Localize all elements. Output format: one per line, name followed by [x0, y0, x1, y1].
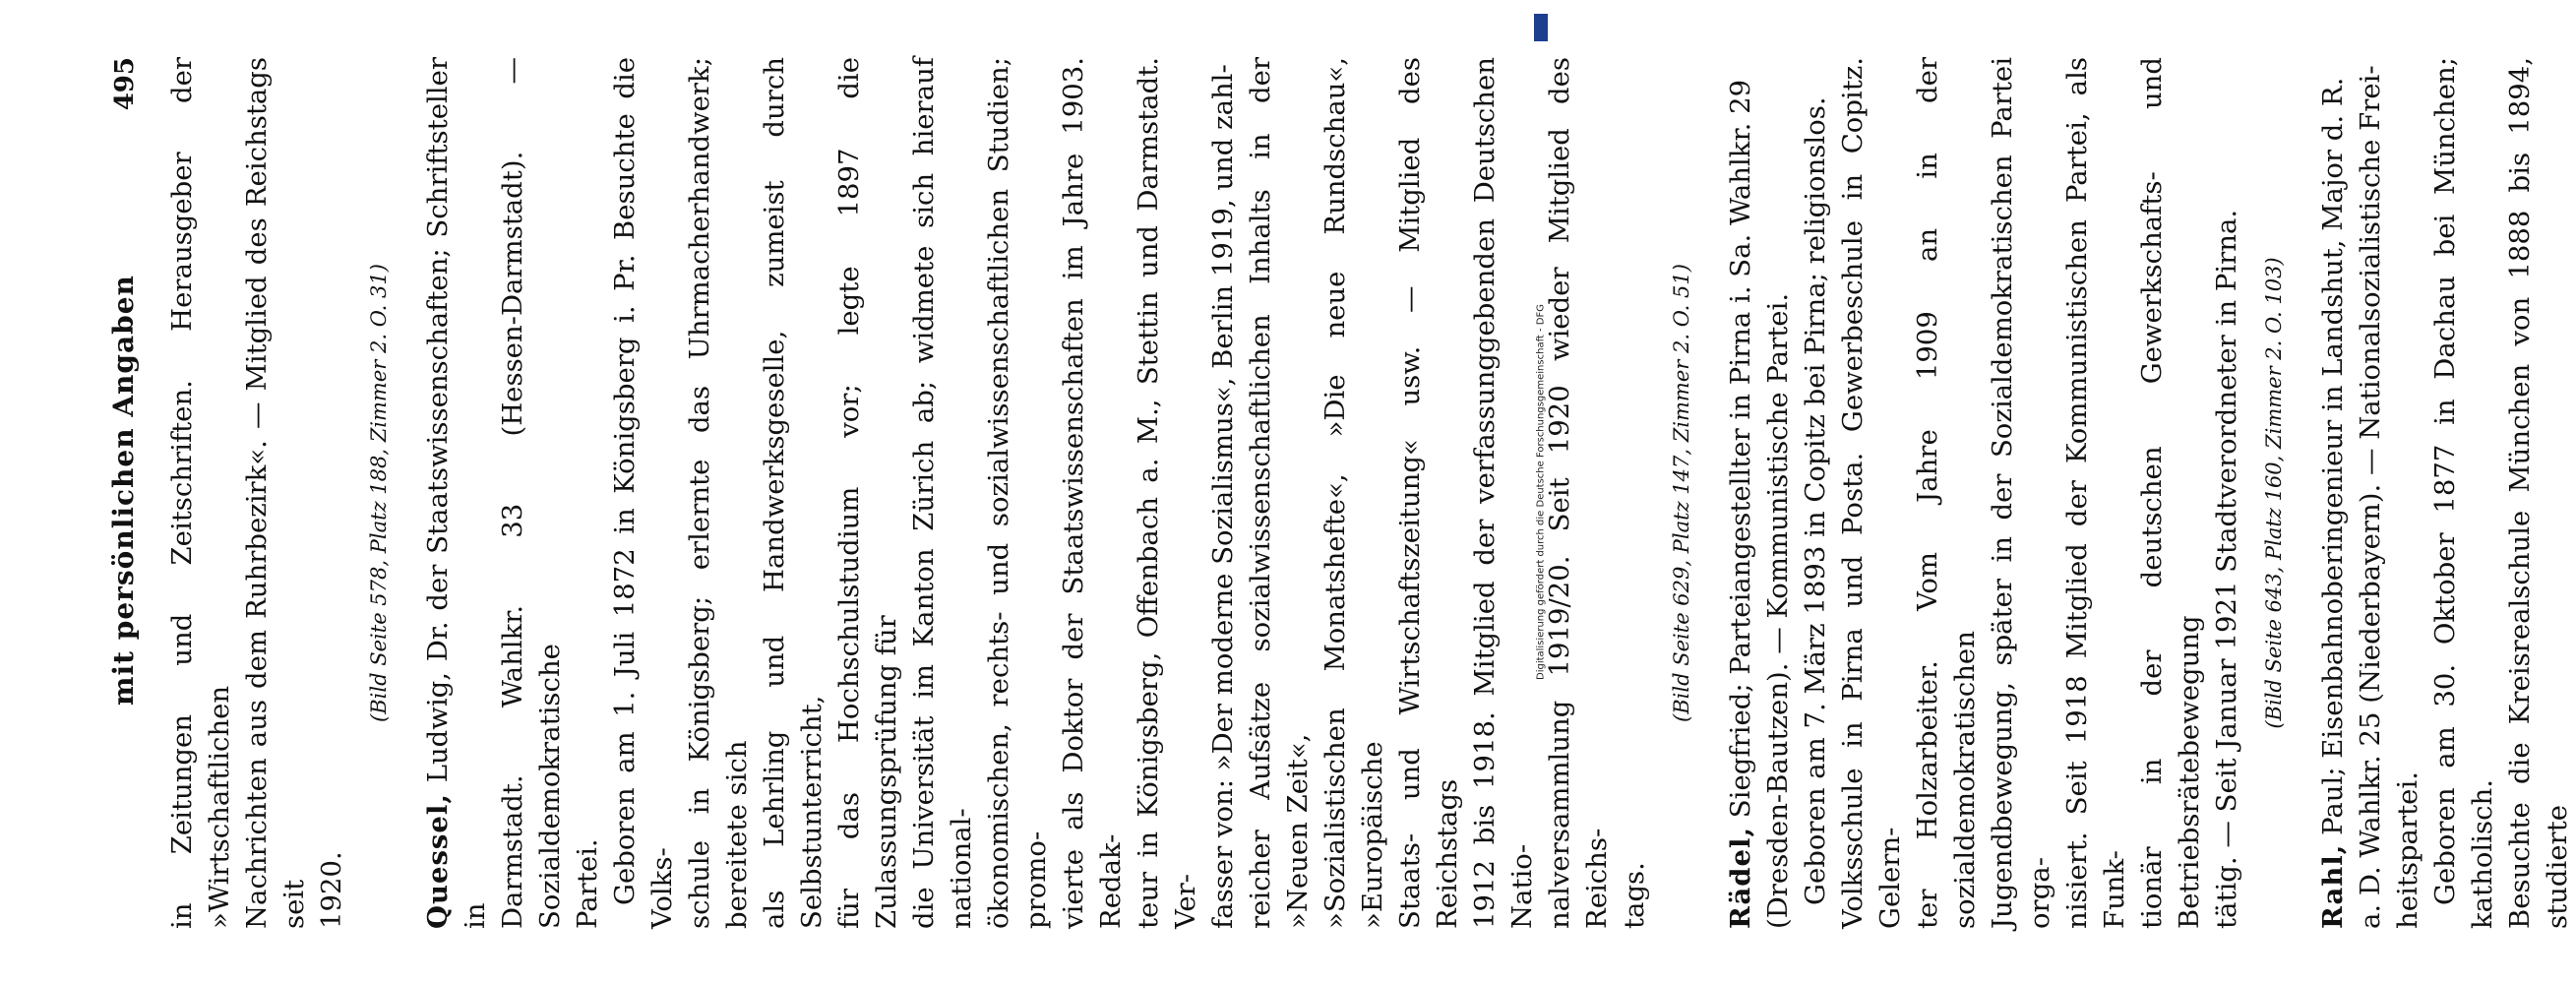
text-line: Partei.: [572, 838, 603, 929]
entry-raedel: [1722, 57, 2289, 929]
page-number: 495: [110, 57, 140, 111]
text-line: (Dresden-Bautzen). — Kommunistische Partei.: [1762, 292, 1794, 929]
text-line: [419, 57, 494, 929]
text-line: Geboren am 30. Oktober 1877 in Dachau bei München; katholisch.: [2429, 57, 2498, 929]
entry-name: Quessel,: [422, 793, 454, 929]
text-line: vierte als Doktor der Staatswissenschaften im Jahre 1903. Redak-: [1058, 57, 1127, 929]
text-line: schule in Königsberg; erlernte das Uhrmacherhandwerk; bereitete sich: [684, 57, 753, 929]
text-line: Geboren am 1. Juli 1872 in Königsberg i. Pr. Besuchte die Volks-: [609, 57, 678, 929]
text-line: Volksschule in Pirna und Posta. Gewerbeschule in Copitz. Gelern-: [1837, 57, 1906, 929]
entry-name: Rahl,: [2317, 843, 2349, 929]
text-line: heitspartei.: [2392, 771, 2423, 929]
text-line: in Zeitungen und Zeitschriften. Herausgeber der »Wirtschaftlichen: [166, 57, 235, 929]
text-line: tionär in der deutschen Gewerkschafts- und Betriebsrätebewegung: [2136, 57, 2205, 929]
text-line: Staats- und Wirtschaftszeitung« usw. — Mitglied des Reichstags: [1394, 57, 1463, 929]
text-line: nalversammlung 1919/20. Seit 1920 wieder Mitglied des Reichs-: [1544, 57, 1613, 929]
dfg-credit-text: Digitalisierung gefördert durch die Deutsche Forschungsgemeinschaft - DFG: [1535, 303, 1547, 681]
text-line: die Universität im Kanton Zürich ab; widmete sich hierauf national-: [908, 57, 977, 929]
text-line-rest: Ludwig, Dr. der Staatswissenschaften; Schriftsteller in: [422, 57, 491, 929]
text-line: teur in Königsberg, Offenbach a. M., Stettin und Darmstadt. Ver-: [1133, 57, 1201, 929]
entry-rahl: [2314, 57, 2576, 929]
text-line: 1912 bis 1918. Mitglied der verfassunggebenden Deutschen Natio-: [1469, 57, 1538, 929]
text-line: [1722, 57, 1759, 929]
text-line: a. D. Wahlkr. 25 (Niederbayern). — Nationalsozialistische Frei-: [2355, 65, 2386, 929]
text-line: Geboren am 7. März 1893 in Copitz bei Pirna; religionslos.: [1800, 96, 1831, 905]
text-line: »Sozialistischen Monatshefte«, »Die neue Rundschau«, »Europäische: [1319, 57, 1388, 929]
text-line: nisiert. Seit 1918 Mitglied der Kommunistischen Partei, als Funk-: [2061, 57, 2130, 929]
text-line: ter Holzarbeiter. Vom Jahre 1909 an in der sozialdemokratischen: [1912, 57, 1981, 929]
text-line-rest: Siegfried; Parteiangestellter in Pirna i. Sa. Wahlkr. 29: [1725, 79, 1756, 819]
dfg-sidenote: [1533, 12, 1549, 972]
text-line: Besuchte die Kreisrealschule München von 1888 bis 1894, studierte: [2504, 57, 2573, 929]
entry-continuation: [163, 57, 394, 929]
text-line: [2314, 57, 2352, 929]
text-line: ökonomischen, rechts- und sozialwissenschaftlichen Studien; promo-: [983, 57, 1052, 929]
text-line: für das Hochschulstudium vor; legte 1897 die Zulassungsprüfung für: [833, 57, 902, 929]
page-header: [107, 57, 140, 929]
text-line: Jugendbewegung, später in der Sozialdemokratischen Partei orga-: [1987, 57, 2055, 929]
text-line: Nachrichten aus dem Ruhrbezirk«. — Mitglied des Reichstags seit: [241, 57, 310, 929]
dfg-logo: [1534, 14, 1548, 41]
running-title: mit persönlichen Angaben: [107, 275, 140, 707]
text-line: Darmstadt. Wahlkr. 33 (Hessen-Darmstadt). — Sozialdemokratische: [497, 57, 566, 929]
text-line: tätig. — Seit Januar 1921 Stadtverordneter in Pirna.: [2211, 209, 2242, 929]
text-line: als Lehrling und Handwerksgeselle, zumeist durch Selbstunterricht,: [759, 57, 828, 929]
text-line: tags.: [1619, 862, 1650, 929]
image-reference: (Bild Seite 578, Platz 188, Zimmer 2. O. 31): [367, 264, 391, 722]
text-line: reicher Aufsätze sozialwissenschaftlichen Inhalts in der »Neuen Zeit«,: [1245, 57, 1314, 929]
image-reference: (Bild Seite 643, Platz 160, Zimmer 2. O. 103): [2262, 257, 2286, 729]
text-line: fasser von: »Der moderne Sozialismus«, Berlin 1919, und zahl-: [1207, 64, 1239, 929]
entry-name: Rädel,: [1725, 826, 1756, 929]
image-reference: (Bild Seite 629, Platz 147, Zimmer 2. O. 51): [1670, 264, 1693, 722]
text-line-rest: Paul; Eisenbahnoberingenieur in Landshut, Major d. R.: [2317, 77, 2349, 835]
text-line: 1920.: [316, 851, 347, 929]
entry-quessel: [419, 57, 1696, 929]
